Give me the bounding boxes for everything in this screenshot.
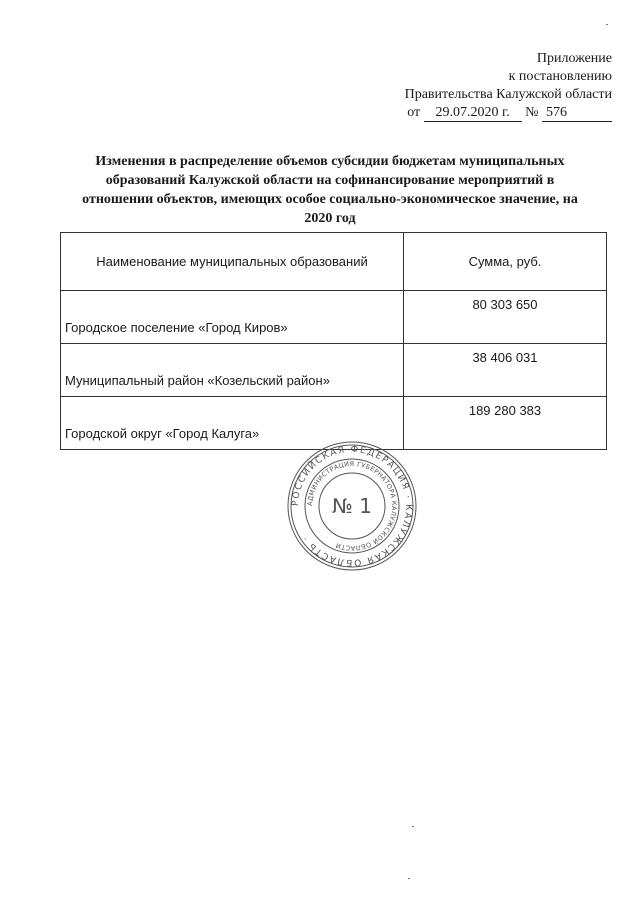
municipality-name: Муниципальный район «Козельский район» xyxy=(61,344,404,397)
from-label: от xyxy=(407,105,421,120)
column-header-name: Наименование муниципальных образований xyxy=(61,233,404,291)
order-line xyxy=(405,104,612,122)
document-title: Изменения в распределение объемов субсидии бюджетам муниципальных образований Калужской области на софинансирование мероприятий в отношении объектов, имеющих особое социально-экономическое значение, на 2020 год xyxy=(82,154,578,226)
municipality-name: Городской округ «Город Калуга» xyxy=(61,397,404,450)
scan-speck xyxy=(408,878,410,879)
table-header-row xyxy=(61,233,607,291)
subsidy-sum: 189 280 383 xyxy=(404,397,607,450)
resolution-label: к постановлению xyxy=(508,69,612,84)
appendix-header xyxy=(405,50,612,122)
seal-inner-text: АДМИНИСТРАЦИЯ ГУБЕРНАТОРА КАЛУЖСКОЙ ОБЛАСТИ xyxy=(305,459,399,553)
subsidy-table xyxy=(60,232,607,450)
column-header-sum: Сумма, руб. xyxy=(404,233,607,291)
seal-outer-text: РОССИЙСКАЯ ФЕДЕРАЦИЯ · КАЛУЖСКАЯ ОБЛАСТЬ · xyxy=(290,444,414,568)
government-label: Правительства Калужской области xyxy=(404,87,612,102)
scan-speck xyxy=(412,826,414,827)
subsidy-sum: 38 406 031 xyxy=(404,344,607,397)
seal-graphic xyxy=(286,440,418,572)
seal-number: № 1 xyxy=(332,494,372,518)
table-row xyxy=(61,291,607,344)
municipality-name: Городское поселение «Город Киров» xyxy=(61,291,404,344)
official-seal xyxy=(286,440,418,572)
order-date: 29.07.2020 г. xyxy=(424,105,522,122)
order-number: 576 xyxy=(542,105,612,122)
scan-speck xyxy=(606,24,608,25)
number-label: № xyxy=(525,105,539,120)
table-row xyxy=(61,344,607,397)
appendix-label: Приложение xyxy=(536,51,612,66)
subsidy-sum: 80 303 650 xyxy=(404,291,607,344)
